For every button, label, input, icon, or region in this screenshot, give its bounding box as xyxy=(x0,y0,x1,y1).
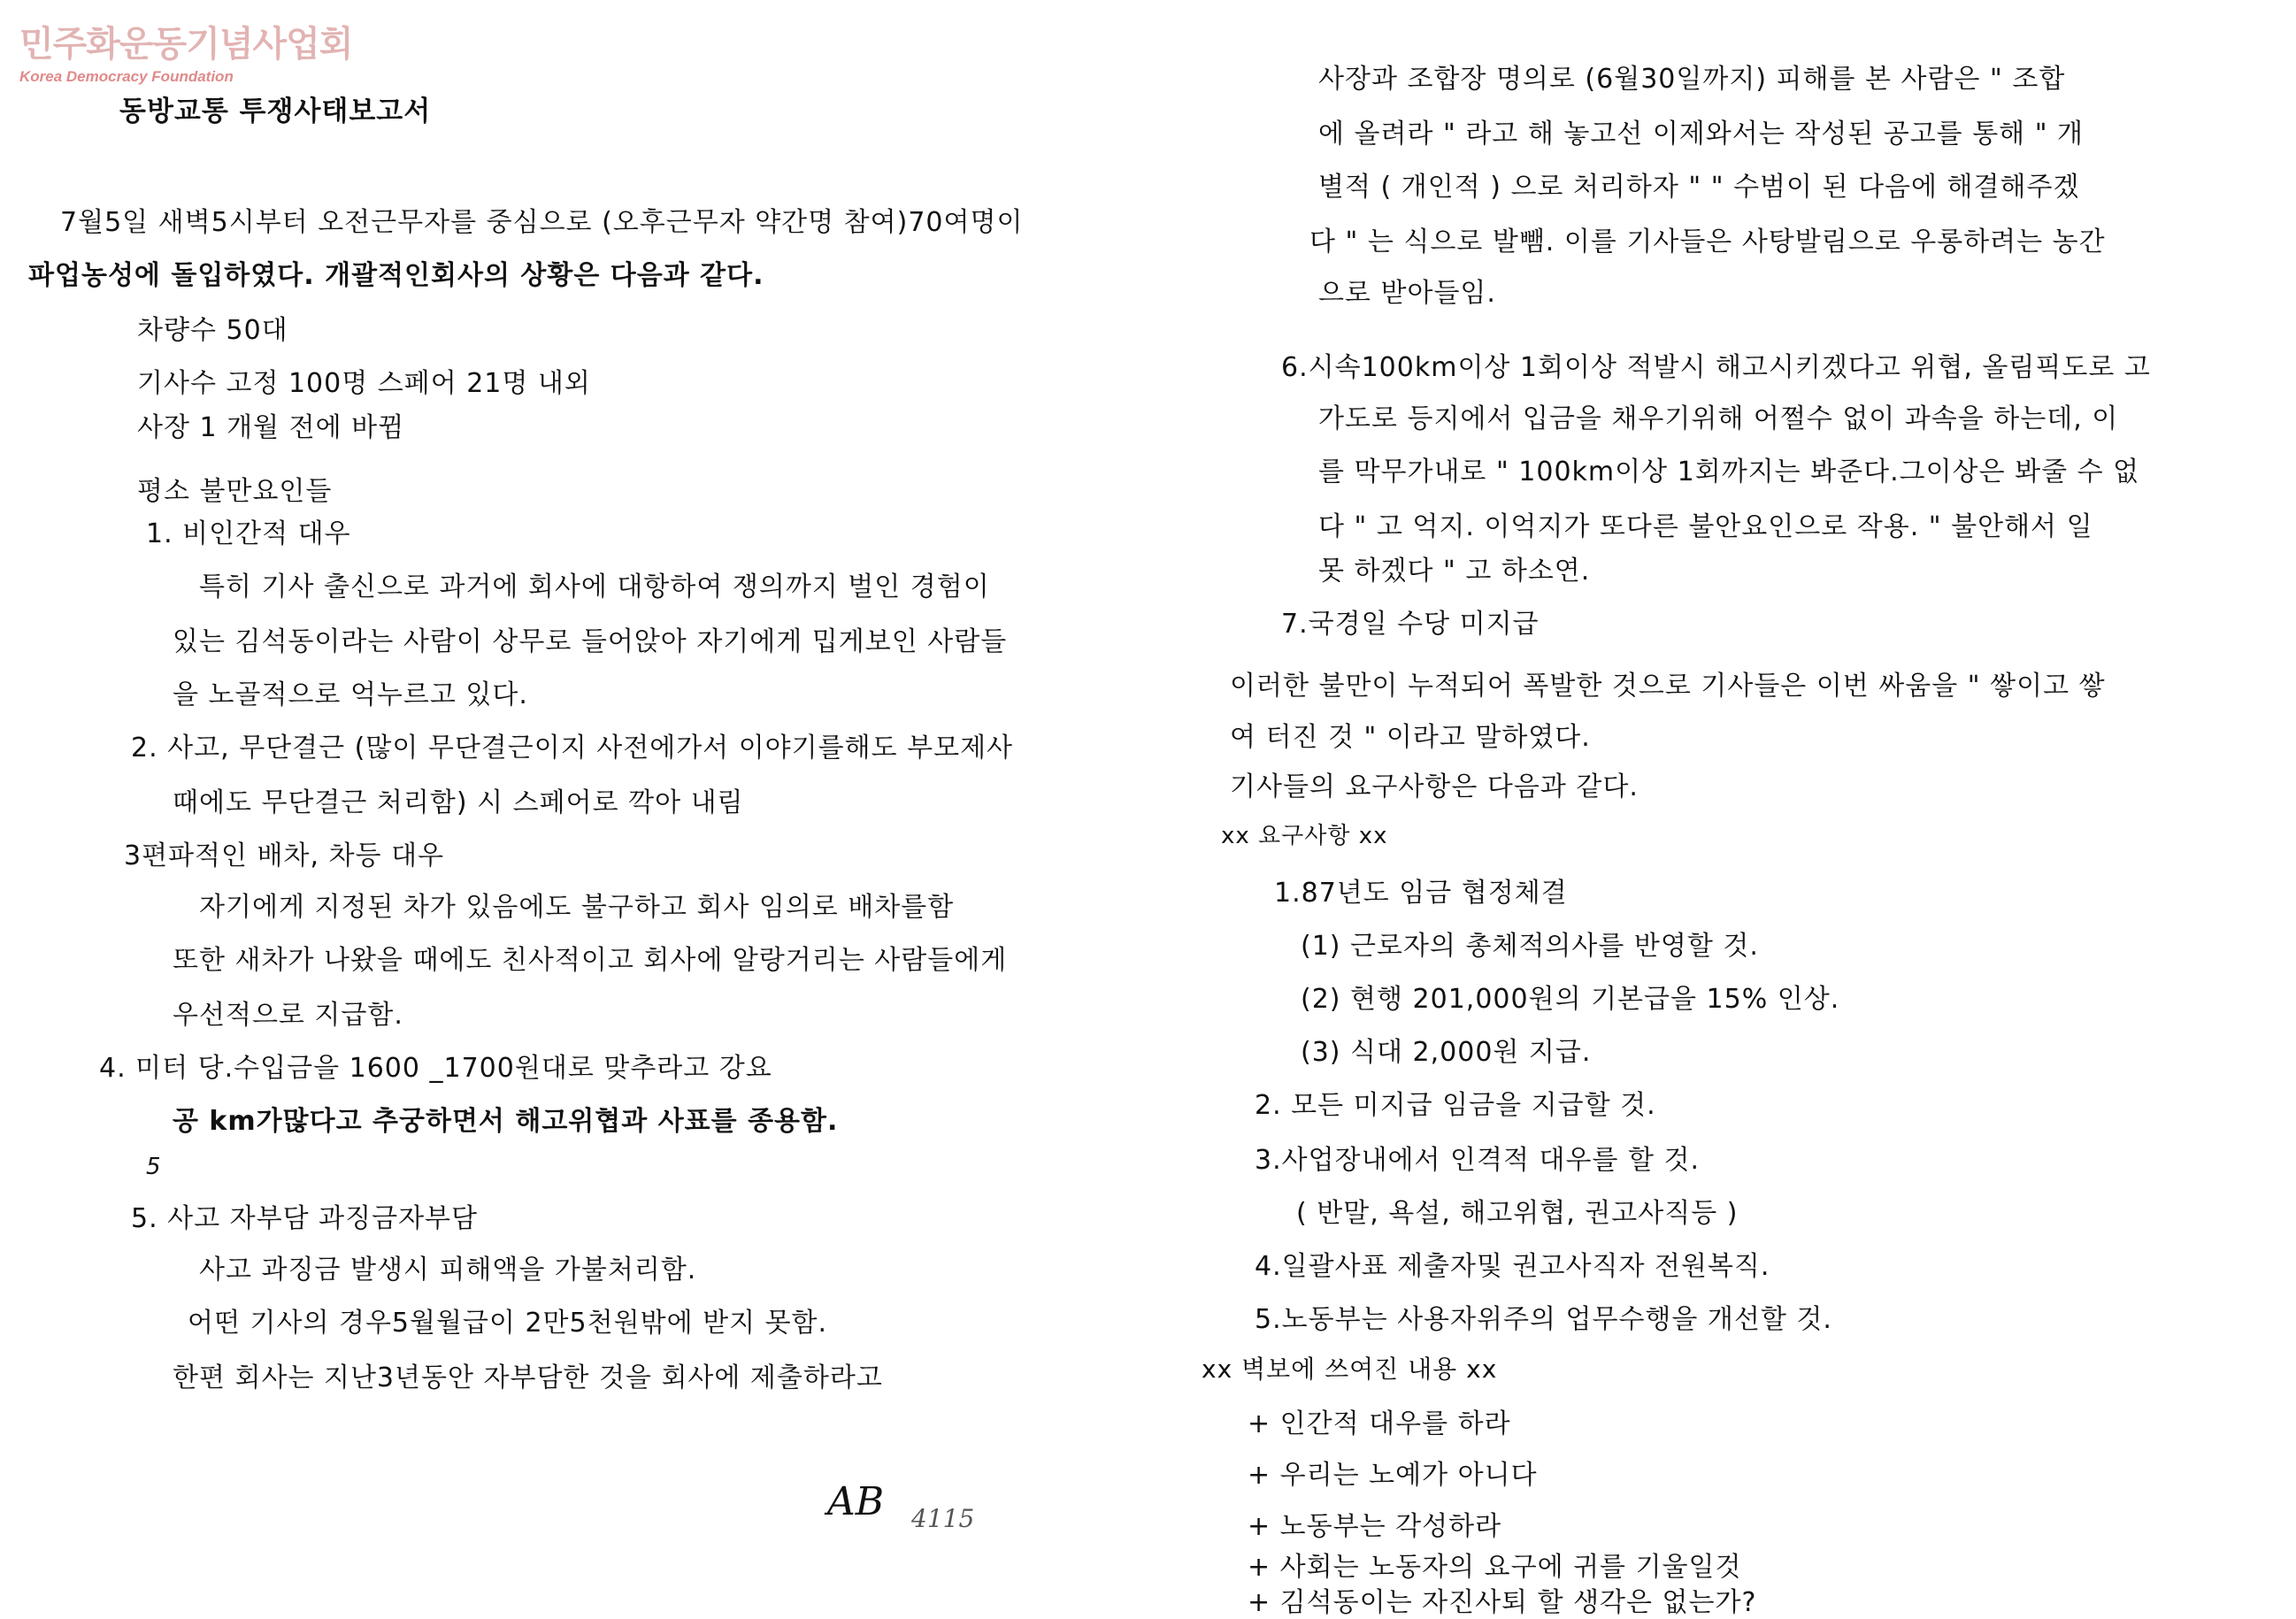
text-line: 3편파적인 배차, 차등 대우 xyxy=(124,840,445,871)
text-line: xx 요구사항 xx xyxy=(1221,823,1388,849)
text-line: 기사수 고정 100명 스페어 21명 내외 xyxy=(137,368,591,399)
text-line: 7.국경일 수당 미지급 xyxy=(1281,609,1540,640)
text-line: 5 xyxy=(146,1154,162,1180)
text-line: (3) 식대 2,000원 지급. xyxy=(1301,1037,1592,1068)
text-line: 여 터진 것 " 이라고 말하였다. xyxy=(1230,722,1591,753)
text-line: + 사회는 노동자의 요구에 귀를 기울일것 xyxy=(1248,1552,1742,1583)
text-line: 4.일괄사표 제출자및 권고사직자 전원복직. xyxy=(1255,1251,1770,1282)
text-line: (2) 현행 201,000원의 기본급을 15% 인상. xyxy=(1301,984,1840,1015)
text-line: 5.노동부는 사용자위주의 업무수행을 개선할 것. xyxy=(1255,1304,1832,1335)
text-line: 다 " 고 억지. 이억지가 또다른 불안요인으로 작용. " 불안해서 일 xyxy=(1318,511,2093,542)
text-line: 또한 새차가 나왔을 때에도 친사적이고 회사에 알랑거리는 사람들에게 xyxy=(173,945,1008,976)
text-line: 이러한 불만이 누적되어 폭발한 것으로 기사들은 이번 싸움을 " 쌓이고 쌓 xyxy=(1230,671,2106,702)
text-line: + 인간적 대우를 하라 xyxy=(1248,1408,1511,1439)
watermark xyxy=(19,16,352,86)
handwritten-note: 4115 xyxy=(911,1504,975,1533)
text-line: 7월5일 새벽5시부터 오전근무자를 중심으로 (오후근무자 약간명 참여)70여명이 xyxy=(60,207,1024,238)
text-line: 있는 김석동이라는 사람이 상무로 들어앉아 자기에게 밉게보인 사람들 xyxy=(173,626,1008,657)
text-line: 을 노골적으로 억누르고 있다. xyxy=(173,679,528,710)
text-line: + 노동부는 각성하라 xyxy=(1248,1511,1502,1542)
text-line: 차량수 50대 xyxy=(137,315,288,346)
text-line: 어떤 기사의 경우5월월급이 2만5천원밖에 받지 못함. xyxy=(188,1308,828,1339)
text-line: 자기에게 지정된 차가 있음에도 불구하고 회사 임의로 배차를함 xyxy=(199,892,955,923)
text-line: 으로 받아들임. xyxy=(1318,278,1496,309)
text-line: 파업농성에 돌입하였다. 개괄적인회사의 상황은 다음과 같다. xyxy=(28,260,764,291)
document-title: 동방교통 투쟁사태보고서 xyxy=(119,96,432,127)
watermark-org-english: Korea Democracy Foundation xyxy=(19,68,234,85)
text-line: 특히 기사 출신으로 과거에 회사에 대항하여 쟁의까지 벌인 경험이 xyxy=(199,572,990,602)
text-line: 6.시속100km이상 1회이상 적발시 해고시키겠다고 위협, 올림픽도로 고 xyxy=(1281,352,2151,383)
text-line: ( 반말, 욕설, 해고위협, 권고사직등 ) xyxy=(1296,1198,1739,1229)
text-line: 를 막무가내로 " 100km이상 1회까지는 봐준다.그이상은 봐줄 수 없 xyxy=(1318,457,2140,487)
handwritten-signature: AB xyxy=(827,1479,885,1524)
text-line: 평소 불만요인들 xyxy=(137,476,333,507)
text-line: + 우리는 노예가 아니다 xyxy=(1248,1460,1538,1491)
text-line: + 김석동이는 자진사퇴 할 생각은 없는가? xyxy=(1248,1587,1757,1618)
text-line: 사고 과징금 발생시 피해액을 가불처리함. xyxy=(199,1255,697,1285)
text-line: xx 벽보에 쓰여진 내용 xx xyxy=(1202,1354,1498,1384)
text-line: 3.사업장내에서 인격적 대우를 할 것. xyxy=(1255,1145,1701,1176)
text-line: 때에도 무단결근 처리함) 시 스페어로 깍아 내림 xyxy=(173,787,744,818)
text-line: 공 km가많다고 추궁하면서 해고위협과 사표를 종용함. xyxy=(173,1106,839,1137)
text-line: 기사들의 요구사항은 다음과 같다. xyxy=(1230,771,1639,802)
text-line: (1) 근로자의 총체적의사를 반영할 것. xyxy=(1301,931,1759,962)
text-line: 못 하겠다 " 고 하소연. xyxy=(1318,556,1591,587)
text-line: 별적 ( 개인적 ) 으로 처리하자 " " 수범이 된 다음에 해결해주겠 xyxy=(1318,172,2080,203)
text-line: 한편 회사는 지난3년동안 자부담한 것을 회사에 제출하라고 xyxy=(173,1362,883,1393)
text-line: 사장과 조합장 명의로 (6월30일까지) 피해를 본 사람은 " 조합 xyxy=(1318,64,2066,95)
text-line: 1.87년도 임금 협정체결 xyxy=(1274,878,1568,909)
text-line: 사장 1 개월 전에 바뀜 xyxy=(137,412,405,443)
text-line: 2. 모든 미지급 임금을 지급할 것. xyxy=(1255,1090,1656,1121)
watermark-org-korean: 민주화운동기념사업회 xyxy=(19,23,353,65)
text-line: 다 " 는 식으로 발뺌. 이를 기사들은 사탕발림으로 우롱하려는 농간 xyxy=(1309,226,2106,257)
text-line: 2. 사고, 무단결근 (많이 무단결근이지 사전에가서 이야기를해도 부모제사 xyxy=(131,733,1014,763)
text-line: 가도로 등지에서 입금을 채우기위해 어쩔수 없이 과속을 하는데, 이 xyxy=(1318,403,2119,434)
text-line: 에 올려라 " 라고 해 놓고선 이제와서는 작성된 공고를 통해 " 개 xyxy=(1318,119,2085,150)
text-line: 5. 사고 자부담 과징금자부담 xyxy=(131,1203,479,1234)
text-line: 4. 미터 당.수입금을 1600 _1700원대로 맞추라고 강요 xyxy=(99,1053,772,1084)
text-line: 우선적으로 지급함. xyxy=(173,1000,403,1031)
text-line: 1. 비인간적 대우 xyxy=(146,518,351,549)
